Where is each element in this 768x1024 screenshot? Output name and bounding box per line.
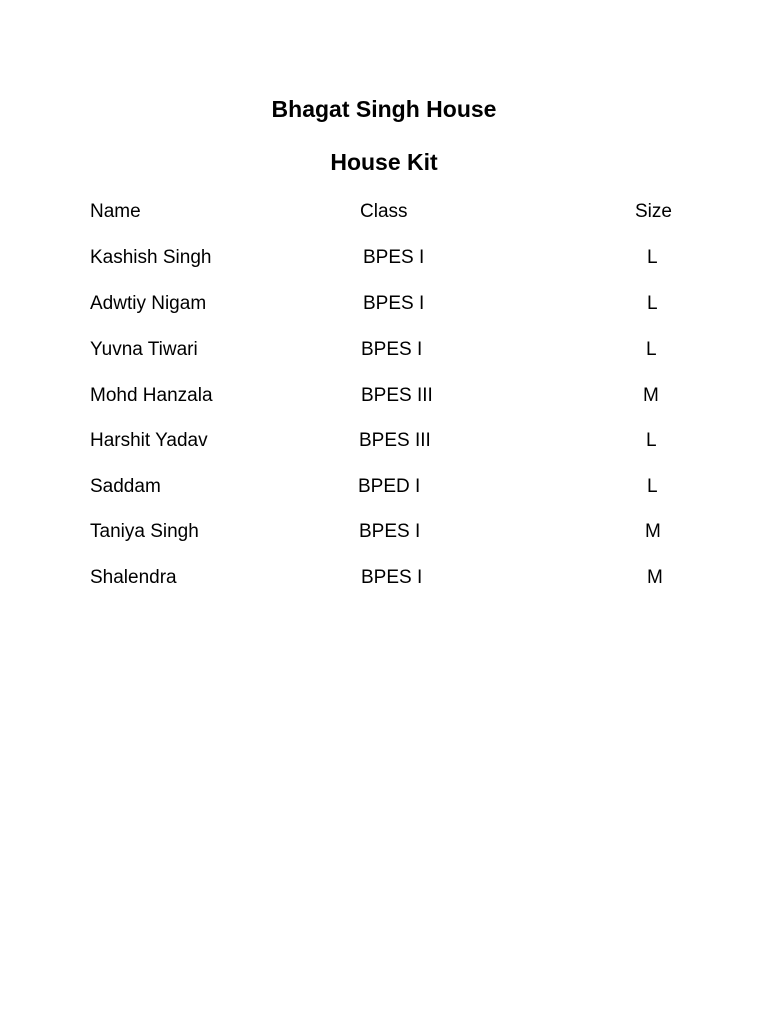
row-class: BPED I bbox=[358, 476, 421, 497]
row-name: Saddam bbox=[90, 476, 161, 497]
row-class: BPES I bbox=[359, 521, 421, 542]
document-title: Bhagat Singh House bbox=[271, 96, 497, 122]
row-name: Mohd Hanzala bbox=[90, 385, 213, 406]
row-class: BPES I bbox=[361, 339, 423, 360]
row-size: L bbox=[647, 293, 658, 314]
row-class: BPES I bbox=[363, 293, 425, 314]
row-size: L bbox=[646, 430, 657, 451]
row-size: L bbox=[647, 476, 658, 497]
row-class: BPES III bbox=[361, 385, 433, 406]
row-class: BPES I bbox=[363, 247, 425, 268]
row-class: BPES I bbox=[361, 567, 423, 588]
row-size: L bbox=[647, 247, 658, 268]
row-name: Yuvna Tiwari bbox=[90, 339, 198, 360]
row-size: M bbox=[647, 567, 663, 588]
row-class: BPES III bbox=[359, 430, 431, 451]
row-name: Shalendra bbox=[90, 567, 177, 588]
row-size: M bbox=[645, 521, 661, 542]
row-name: Kashish Singh bbox=[90, 247, 212, 268]
header-size: Size bbox=[635, 201, 672, 222]
row-size: L bbox=[646, 339, 657, 360]
row-name: Taniya Singh bbox=[90, 521, 199, 542]
row-size: M bbox=[643, 385, 659, 406]
header-class: Class bbox=[360, 201, 408, 222]
row-name: Harshit Yadav bbox=[90, 430, 208, 451]
document-subtitle: House Kit bbox=[330, 149, 438, 175]
row-name: Adwtiy Nigam bbox=[90, 293, 207, 314]
header-name: Name bbox=[90, 201, 141, 222]
